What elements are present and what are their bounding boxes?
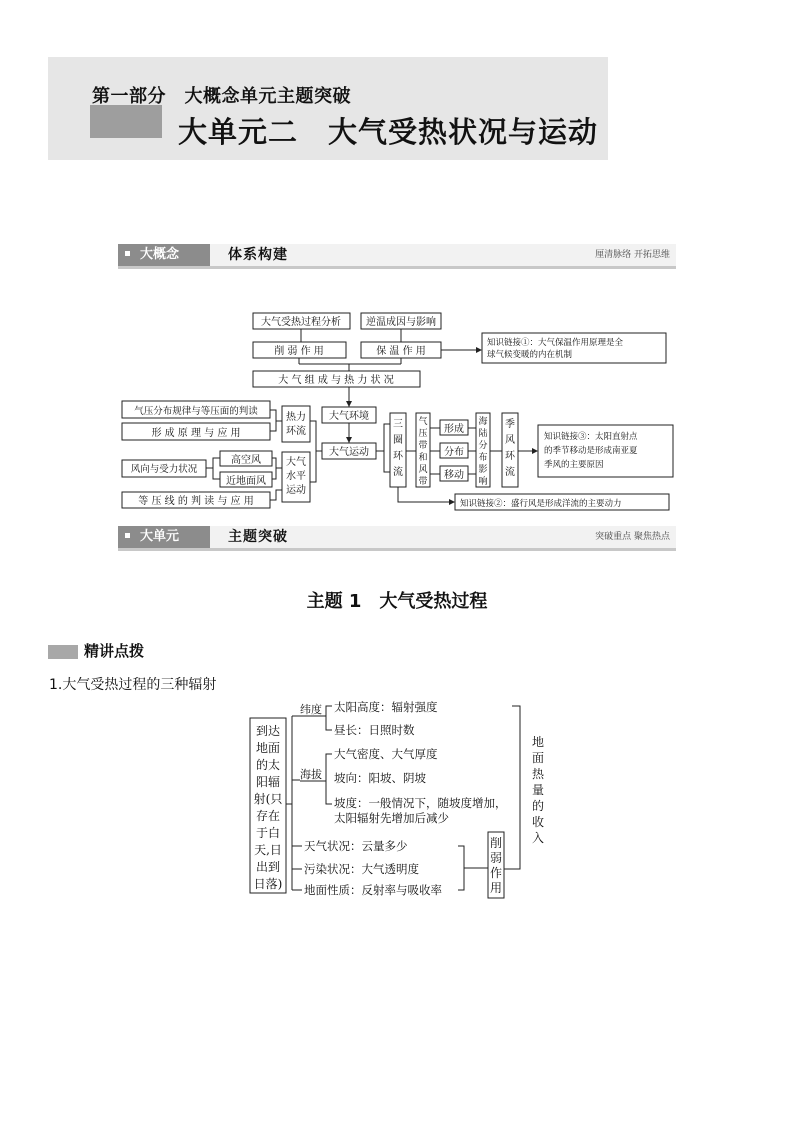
header-gray-block [90, 105, 162, 138]
text-left-4: 阳辐 [255, 775, 281, 789]
bracket [272, 458, 276, 479]
text-slope-dir: 坡向：阳坡、阴坡 [334, 771, 426, 785]
square-icon [125, 251, 130, 256]
text-near-wind: 近地面风 [226, 476, 266, 487]
text-income-1: 地 [531, 735, 545, 749]
arrow-line [398, 487, 449, 502]
text-high-wind: 高空风 [231, 455, 261, 466]
topic-title: 主题 1 大气受热过程 [306, 591, 488, 612]
text-link3-line2: 的季节移动是形成南亚夏 [544, 446, 638, 456]
text-movement: 移动 [444, 470, 464, 481]
text-weaken-2: 弱 [489, 851, 503, 865]
text-income-6: 收 [531, 815, 545, 829]
text-inversion: 逆温成因与影响 [366, 317, 436, 328]
text-left-1: 到达 [255, 724, 281, 738]
section-bar-concept [118, 244, 676, 269]
part-title: 第一部分 大概念单元主题突破 [92, 86, 351, 107]
text-left-8: 天,日 [254, 843, 282, 857]
text-heat-process: 大气受热过程分析 [261, 317, 341, 328]
bracket [310, 421, 316, 482]
text-left-5: 射(只 [253, 792, 283, 806]
text-isobar: 等 压 线 的 判 读 与 应 用 [138, 496, 254, 507]
text-income-3: 热 [531, 767, 545, 781]
text-income-2: 面 [531, 751, 545, 765]
text-weather: 天气状况：云量多少 [304, 839, 408, 853]
text-left-10: 日落) [253, 877, 283, 891]
connector [270, 490, 282, 500]
section-title: 体系构建 [228, 247, 288, 263]
text-cells-1: 三 [393, 419, 403, 430]
section-subtitle: 突破重点 聚焦热点 [595, 532, 670, 542]
arrow-head [346, 401, 352, 407]
text-cells-4: 流 [393, 467, 403, 478]
text-distribution: 分布 [444, 447, 464, 458]
square-icon [125, 533, 130, 538]
text-principle: 形 成 原 理 与 应 用 [151, 428, 241, 439]
text-landsea-2: 陆 [478, 429, 488, 439]
text-slope-deg-2: 太阳辐射先增加后减少 [334, 811, 449, 825]
text-sun-height: 太阳高度：辐射强度 [334, 700, 438, 714]
arrow-head [532, 448, 538, 454]
text-density: 大气密度、大气厚度 [334, 747, 438, 761]
text-landsea-5: 影 [478, 465, 488, 475]
section-tag-label: 大概念 [140, 247, 180, 262]
text-belts-6: 带 [418, 477, 428, 487]
arrow-head [476, 347, 482, 353]
bracket [326, 754, 332, 804]
text-wind-force: 风向与受力状况 [130, 464, 198, 475]
text-monsoon-4: 流 [505, 467, 515, 478]
text-slope-deg-1: 坡度：一般情况下，随坡度增加， [334, 796, 507, 810]
text-landsea-1: 海 [478, 417, 488, 427]
section-tag-label: 大单元 [140, 529, 180, 544]
text-altitude: 海拔 [300, 768, 322, 781]
text-horizontal-3: 运动 [286, 485, 306, 496]
bracket [213, 458, 220, 479]
text-weakening: 削 弱 作 用 [274, 346, 324, 357]
concept-map [118, 300, 678, 522]
text-link3-line3: 季风的主要原因 [544, 460, 604, 470]
text-weaken-1: 削 [489, 836, 503, 850]
text-landsea-6: 响 [478, 477, 488, 487]
bracket [458, 846, 464, 890]
text-surface: 地面性质：反射率与吸收率 [304, 883, 442, 897]
unit-title: 大单元二 大气受热状况与运动 [178, 115, 599, 149]
text-link2: 知识链接②：盛行风是形成洋流的主要动力 [460, 499, 622, 509]
bracket [270, 410, 276, 431]
text-belts-1: 气 [418, 417, 428, 427]
text-income-5: 的 [531, 799, 545, 813]
section-title: 主题突破 [228, 529, 288, 545]
text-formation: 形成 [444, 424, 464, 435]
text-composition: 大 气 组 成 与 热 力 状 况 [278, 375, 394, 386]
text-belts-5: 风 [418, 465, 428, 475]
text-left-7: 于白 [255, 826, 281, 840]
heading-jingjiang: 精讲点拨 [84, 642, 145, 660]
text-cells-2: 圈 [393, 435, 403, 446]
text-belts-4: 和 [418, 453, 428, 463]
arrow-head [346, 437, 352, 443]
text-income-4: 量 [531, 783, 545, 797]
text-cells-3: 环 [393, 451, 403, 462]
text-left-3: 的太 [255, 758, 281, 772]
text-income-7: 入 [531, 831, 545, 845]
bracket-right [504, 706, 520, 869]
text-weaken-4: 用 [489, 881, 503, 895]
text-left-9: 出到 [255, 860, 281, 874]
text-monsoon-3: 环 [505, 451, 515, 462]
text-left-6: 存在 [255, 809, 281, 823]
text-day-length: 昼长：日照时数 [334, 723, 415, 737]
text-landsea-3: 分 [478, 441, 488, 451]
text-link3-line1: 知识链接③：太阳直射点 [544, 432, 638, 442]
bracket [326, 706, 332, 730]
text-insulation: 保 温 作 用 [376, 346, 426, 357]
text-landsea-4: 布 [478, 453, 488, 463]
radiation-diagram [248, 694, 548, 904]
text-monsoon-1: 季 [505, 419, 515, 430]
arrow-head [449, 499, 455, 505]
text-link1-line2: 球气候变暖的内在机制 [487, 350, 573, 360]
text-link1-line1: 知识链接①：大气保温作用原理是全 [487, 338, 624, 348]
text-horizontal-2: 水平 [286, 471, 306, 482]
heading-gray-block [48, 645, 78, 659]
text-pressure-dist: 气压分布规律与等压面的判读 [134, 406, 258, 417]
text-thermal-1: 热力 [286, 412, 306, 423]
section-bar-unit [118, 526, 676, 551]
text-left-2: 地面 [255, 741, 281, 755]
section-tag [118, 526, 210, 548]
text-horizontal-1: 大气 [286, 457, 306, 468]
section-tag [118, 244, 210, 266]
text-latitude: 纬度 [300, 703, 322, 716]
text-weaken-3: 作 [489, 866, 503, 880]
text-motion: 大气运动 [329, 447, 369, 458]
text-belts-3: 带 [418, 441, 428, 451]
text-thermal-2: 环流 [286, 426, 306, 437]
text-env: 大气环境 [329, 411, 369, 422]
text-belts-2: 压 [418, 429, 428, 439]
section-subtitle: 厘清脉络 开拓思维 [595, 250, 670, 260]
point-heading: 1.大气受热过程的三种辐射 [49, 677, 217, 693]
text-pollution: 污染状况：大气透明度 [304, 862, 419, 876]
bracket [384, 424, 390, 472]
text-monsoon-2: 风 [505, 435, 515, 446]
